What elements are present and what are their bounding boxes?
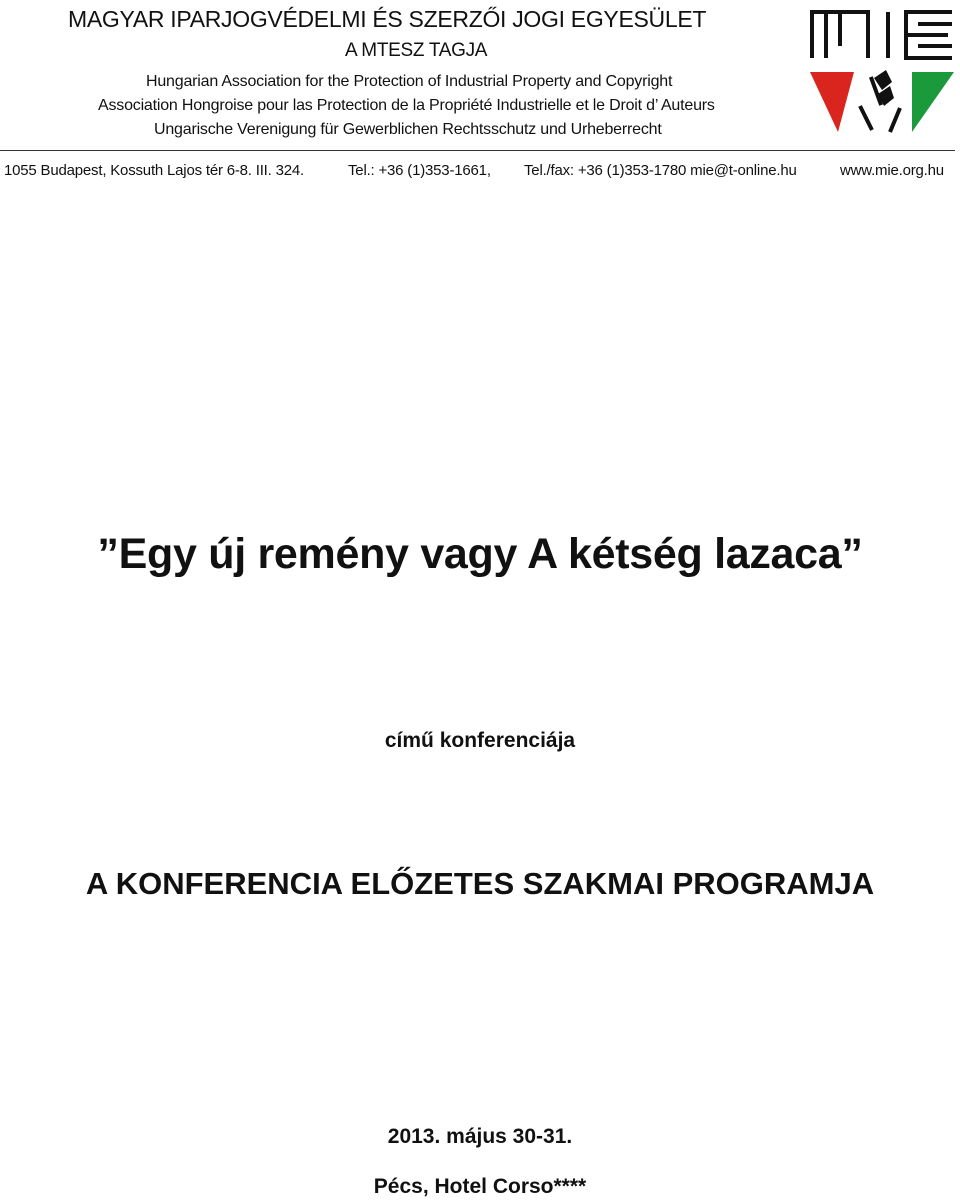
conference-date: 2013. május 30-31. xyxy=(387,1125,573,1148)
contact-website: www.mie.org.hu xyxy=(840,162,944,179)
org-name-english: Hungarian Association for the Protection of Industrial Property and Copyright xyxy=(146,73,673,90)
mie-logo xyxy=(808,6,956,140)
org-name-hungarian: MAGYAR IPARJOGVÉDELMI ÉS SZERZŐI JOGI EGYESÜLET xyxy=(68,6,707,32)
conference-subtitle: című konferenciája xyxy=(384,729,576,752)
letterhead xyxy=(0,0,960,150)
logo-red-shape xyxy=(810,72,854,132)
contact-address: 1055 Budapest, Kossuth Lajos tér 6-8. III. 324. xyxy=(4,162,304,179)
org-name-french: Association Hongroise pour las Protection de la Propriété Industrielle et le Droit d’ Auteurs xyxy=(98,97,715,114)
conference-venue: Pécs, Hotel Corso**** xyxy=(373,1175,587,1198)
org-name-german: Ungarische Verenigung für Gewerblichen Rechtsschutz und Urheberrecht xyxy=(154,121,662,138)
contact-phone: Tel.: +36 (1)353-1661, xyxy=(348,162,491,179)
logo-letter-m xyxy=(812,12,868,58)
header-divider xyxy=(0,150,955,151)
contact-fax-email: Tel./fax: +36 (1)353-1780 mie@t-online.hu xyxy=(524,162,797,179)
logo-letter-e xyxy=(906,12,952,58)
logo-black-marks xyxy=(869,70,894,106)
conference-title: ”Egy új remény vagy A kétség lazaca” xyxy=(97,530,863,578)
logo-green-shape xyxy=(912,72,954,132)
membership-line: A MTESZ TAGJA xyxy=(345,40,488,61)
logo-slashes xyxy=(860,106,900,132)
program-heading: A KONFERENCIA ELŐZETES SZAKMAI PROGRAMJA xyxy=(85,866,875,901)
